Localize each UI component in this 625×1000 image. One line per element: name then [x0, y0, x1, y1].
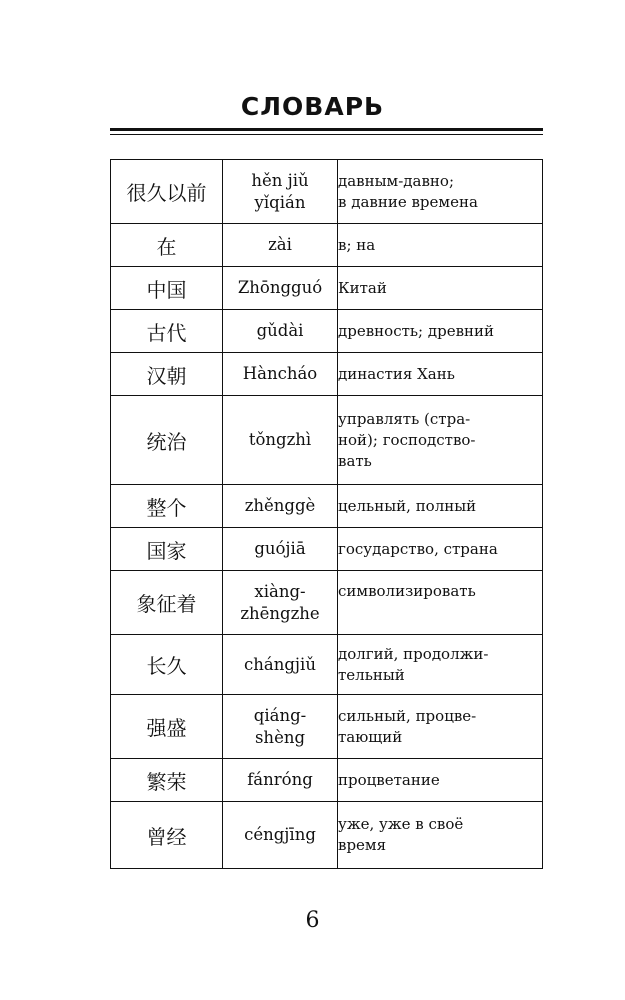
meaning-cell [338, 224, 543, 267]
table-row [111, 160, 543, 224]
table-row [111, 396, 543, 485]
pinyin-cell [223, 695, 338, 759]
meaning-cell [338, 396, 543, 485]
table-row [111, 695, 543, 759]
pinyin-text: zài [268, 235, 292, 254]
pinyin-text: fánróng [247, 770, 313, 789]
meaning-cell [338, 310, 543, 353]
hanzi-cell: 长久 [111, 635, 223, 695]
meaning-text: управлять (стра- ной); господство- вать [338, 409, 476, 470]
meaning-text: долгий, продолжи- тельный [338, 644, 489, 684]
hanzi-cell: 繁荣 [111, 759, 223, 802]
table-row [111, 485, 543, 528]
meaning-cell [338, 571, 543, 635]
meaning-text: сильный, процве- тающий [338, 706, 477, 746]
meaning-text: Китай [338, 278, 387, 297]
pinyin-text: qiáng- shèng [253, 705, 307, 747]
pinyin-cell [223, 267, 338, 310]
meaning-cell [338, 267, 543, 310]
pinyin-cell [223, 802, 338, 869]
meaning-cell [338, 802, 543, 869]
pinyin-text: Zhōngguó [237, 278, 323, 297]
pinyin-cell [223, 353, 338, 396]
table-row [111, 759, 543, 802]
meaning-cell [338, 759, 543, 802]
pinyin-text: hěn jiǔ yǐqián [251, 170, 309, 212]
table-row [111, 571, 543, 635]
table-row [111, 224, 543, 267]
meaning-cell [338, 353, 543, 396]
meaning-text: уже, уже в своё время [338, 815, 464, 854]
meaning-text: цельный, полный [338, 496, 477, 515]
meaning-cell [338, 695, 543, 759]
pinyin-cell [223, 224, 338, 267]
hanzi-cell: 整个 [111, 485, 223, 528]
hanzi-cell: 国家 [111, 528, 223, 571]
pinyin-text: zhěnggè [244, 496, 316, 515]
pinyin-text: chángjiǔ [244, 654, 316, 674]
pinyin-text: gǔdài [256, 321, 304, 340]
pinyin-text: guójiā [254, 539, 306, 558]
meaning-cell [338, 160, 543, 224]
hanzi-cell: 很久以前 [111, 160, 223, 224]
pinyin-cell [223, 396, 338, 485]
table-row [111, 635, 543, 695]
hanzi-cell: 中国 [111, 267, 223, 310]
pinyin-text: Hàncháo [242, 364, 318, 383]
pinyin-text: céngjīng [244, 825, 316, 844]
pinyin-cell [223, 485, 338, 528]
pinyin-cell [223, 635, 338, 695]
hanzi-cell: 古代 [111, 310, 223, 353]
meaning-text: государство, страна [338, 539, 498, 558]
hanzi-cell: 在 [111, 224, 223, 267]
pinyin-cell [223, 759, 338, 802]
hanzi-cell: 统治 [111, 396, 223, 485]
title-rule-thick [110, 128, 543, 131]
title-rule-thin [110, 134, 543, 135]
hanzi-cell: 曾经 [111, 802, 223, 869]
meaning-cell [338, 485, 543, 528]
pinyin-cell [223, 528, 338, 571]
hanzi-cell: 汉朝 [111, 353, 223, 396]
meaning-text: давным-давно; в давние времена [338, 171, 478, 211]
pinyin-cell [223, 160, 338, 224]
pinyin-text: xiàng- zhēngzhe [240, 581, 320, 623]
pinyin-text: tǒngzhì [248, 430, 312, 449]
pinyin-cell [223, 310, 338, 353]
meaning-text: древность; древний [338, 321, 495, 340]
page-title: СЛОВАРЬ [240, 92, 385, 121]
table-row [111, 802, 543, 869]
table-row [111, 528, 543, 571]
meaning-cell [338, 528, 543, 571]
table-row [111, 353, 543, 396]
page-number: 6 [305, 908, 320, 933]
hanzi-cell: 象征着 [111, 571, 223, 635]
meaning-text: процветание [338, 770, 440, 789]
meaning-text: династия Хань [338, 364, 455, 383]
table-row [111, 310, 543, 353]
meaning-text: символизировать [338, 582, 476, 600]
meaning-cell [338, 635, 543, 695]
meaning-text: в; на [338, 235, 376, 254]
table-row [111, 267, 543, 310]
pinyin-cell [223, 571, 338, 635]
glossary-table [110, 159, 543, 869]
hanzi-cell: 强盛 [111, 695, 223, 759]
